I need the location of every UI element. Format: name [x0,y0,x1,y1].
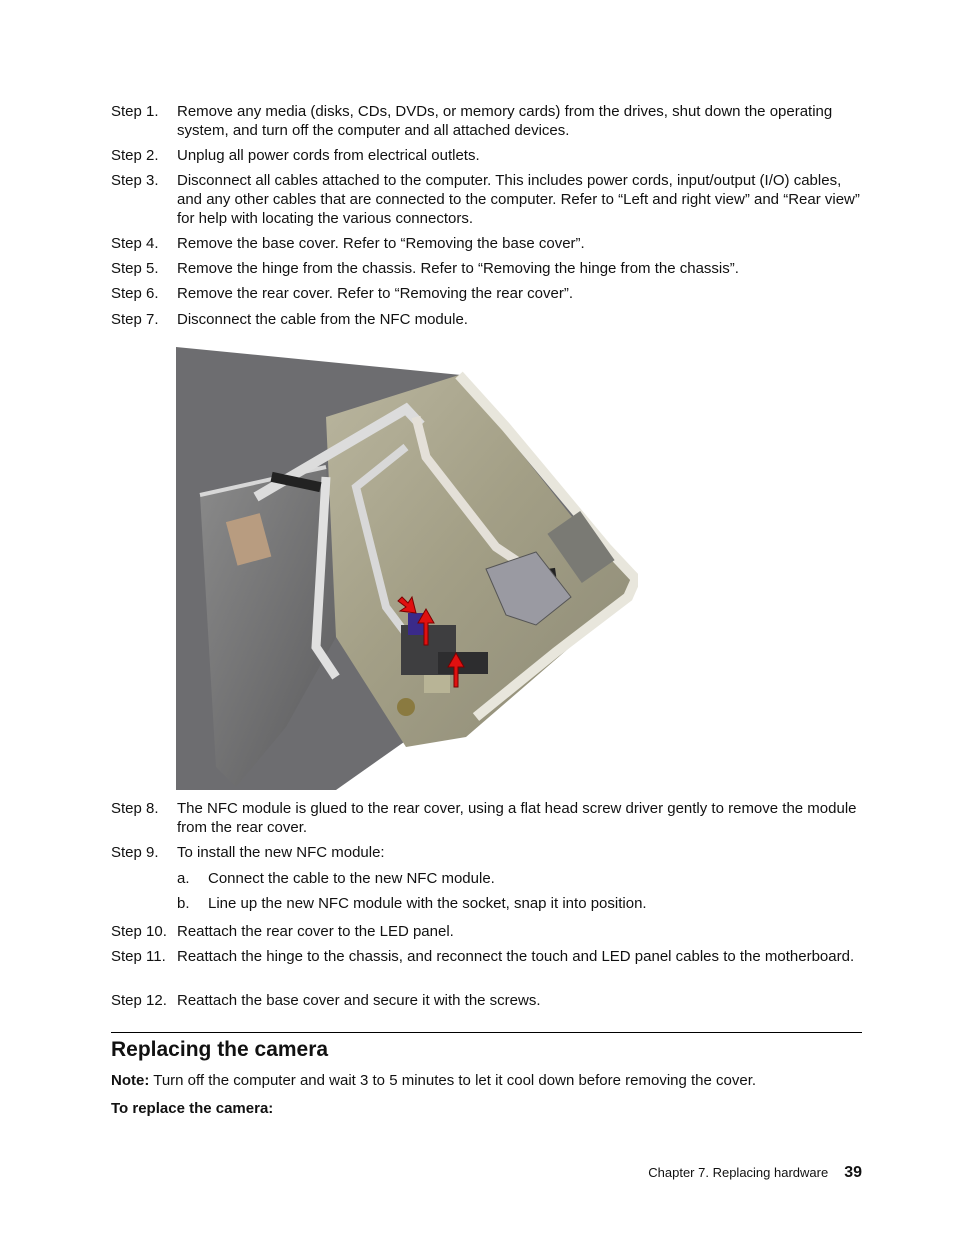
step-number: Step 6. [111,285,159,302]
step-5 [111,259,863,278]
step-text: Remove the rear cover. Refer to “Removing the rear cover”. [177,285,573,302]
step-9 [111,843,863,862]
step-text: Remove any media (disks, CDs, DVDs, or memory cards) from the drives, shut down the operating system, and turn off the computer and all attached devices. [177,103,833,139]
substep-letter: b. [177,895,190,912]
step-number: Step 8. [111,800,159,817]
step-3 [111,171,863,228]
step-number: Step 2. [111,147,159,164]
substep-text: Line up the new NFC module with the socket, snap it into position. [208,895,647,912]
step-text: The NFC module is glued to the rear cover, using a flat head screw driver gently to remove the module from the rear cover. [177,800,857,836]
step-number: Step 10. [111,923,167,940]
step-6 [111,284,863,303]
step-7 [111,310,863,329]
step-number: Step 3. [111,172,159,189]
section-heading: Replacing the camera [111,1038,329,1061]
step-11 [111,947,863,966]
step-4 [111,234,863,253]
step-number: Step 7. [111,311,159,328]
step-number: Step 11. [111,948,166,965]
step-text: Reattach the hinge to the chassis, and reconnect the touch and LED panel cables to the motherboard. [177,948,855,965]
step-text: Disconnect all cables attached to the computer. This includes power cords, input/output (I/O) cables, and any other cables that are connected to the computer. Refer to “Left and right view” and “Rear view” for help with locating the various connectors. [177,172,860,227]
step-text: To install the new NFC module: [177,844,385,861]
note-paragraph [111,1071,863,1090]
chapter-label: Chapter 7. Replacing hardware [648,1165,829,1180]
substep-b [177,894,863,913]
step-number: Step 9. [111,844,159,861]
note-text: Turn off the computer and wait 3 to 5 minutes to let it cool down before removing the cover. [149,1072,757,1089]
step-1 [111,102,863,140]
substep-a [177,869,863,888]
step-text: Remove the hinge from the chassis. Refer to “Removing the hinge from the chassis”. [177,260,739,277]
step-number: Step 4. [111,235,159,252]
step-text: Disconnect the cable from the NFC module. [177,311,468,328]
step-text: Reattach the rear cover to the LED panel. [177,923,454,940]
section-divider [111,1032,862,1033]
substep-letter: a. [177,870,190,887]
step-text: Remove the base cover. Refer to “Removing the base cover”. [177,235,585,252]
step-2 [111,146,863,165]
page-footer [648,1163,862,1183]
step-text: Reattach the base cover and secure it with the screws. [177,992,541,1009]
step-8 [111,799,863,837]
note-label: Note: [111,1072,150,1089]
procedure-heading: To replace the camera: [111,1100,274,1117]
step-12 [111,991,863,1010]
page-number: 39 [844,1164,862,1181]
nfc-module-photo [176,347,638,790]
step-number: Step 5. [111,260,159,277]
step-text: Unplug all power cords from electrical outlets. [177,147,480,164]
step-10 [111,922,863,941]
step-number: Step 1. [111,103,159,120]
step-number: Step 12. [111,992,167,1009]
substep-text: Connect the cable to the new NFC module. [208,870,495,887]
